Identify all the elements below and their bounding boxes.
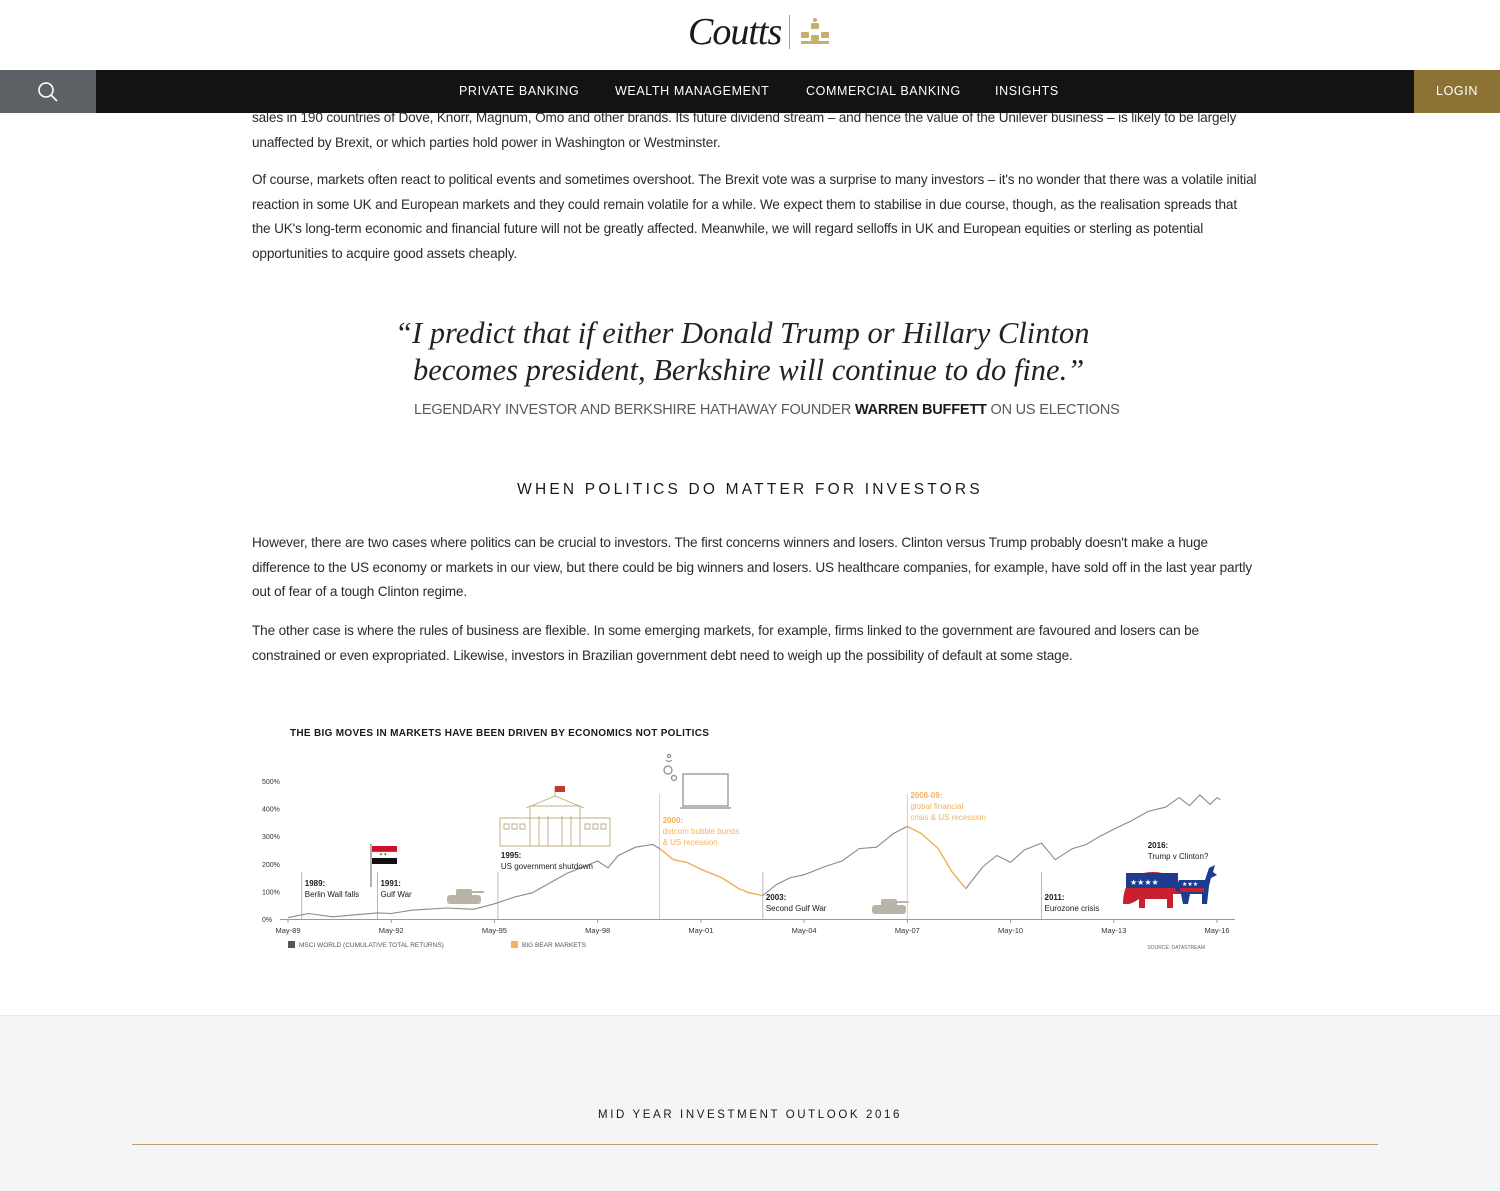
annotation-text: Eurozone crisis xyxy=(1044,904,1100,913)
login-button[interactable]: LOGIN xyxy=(1414,70,1500,113)
x-tick-label: May-98 xyxy=(585,926,611,935)
annotation-text: crisis & US recession xyxy=(910,813,986,822)
pull-quote xyxy=(395,315,1155,389)
footer-divider xyxy=(132,1144,1378,1145)
crowns-icon xyxy=(798,17,832,47)
annotation-title: 2008-09: xyxy=(910,791,943,800)
y-tick-label: 500% xyxy=(262,779,280,786)
nav-insights[interactable]: INSIGHTS xyxy=(995,84,1059,98)
svg-text:★★★★: ★★★★ xyxy=(1130,878,1159,887)
annotation-title: 1995: xyxy=(500,851,522,860)
market-chart xyxy=(250,722,1250,962)
annotation-text: Second Gulf War xyxy=(765,904,827,913)
msci-world-line xyxy=(288,795,1220,918)
y-tick-label: 300% xyxy=(262,834,280,842)
attribution-suffix: ON US ELECTIONS xyxy=(986,402,1120,418)
legend-swatch-msci xyxy=(288,941,295,948)
annotation-text: Berlin Wall falls xyxy=(304,890,360,899)
annotation-title: 2000: xyxy=(662,816,684,825)
footer xyxy=(0,1015,1500,1191)
logo-bar xyxy=(0,0,1500,70)
y-tick-label: 0% xyxy=(262,917,273,924)
article-paragraph: However, there are two cases where politics can be crucial to investors. The first concerns winners and losers. Clinton versus Trump probably doesn't make a huge difference to the US economy or markets in our view, but there could be big winners and losers. US healthcare companies, for example, have sold off in the last year partly out of fear of a tough Clinton regime. xyxy=(252,535,1252,599)
legend-label-bear: BIG BEAR MARKETS xyxy=(522,942,586,949)
republican-elephant-icon xyxy=(1123,872,1181,908)
attribution-prefix: LEGENDARY INVESTOR AND BERKSHIRE HATHAWAY FOUNDER xyxy=(414,402,855,418)
logo-wordmark: Coutts xyxy=(688,11,782,53)
svg-text:✦✦: ✦✦ xyxy=(379,852,388,858)
section-heading: WHEN POLITICS DO MATTER FOR INVESTORS xyxy=(517,481,983,498)
x-tick-label: May-89 xyxy=(275,926,301,935)
svg-text:★★★: ★★★ xyxy=(1182,881,1199,888)
article-paragraph: Of course, markets often react to political events and sometimes overshoot. The Brexit vote was a surprise to many investors – it's no wonder that there was a volatile initial reaction in some UK and European markets and they could remain volatile for a while. We expect them to stabilise in due course, though, as the realisation spreads that the UK's long-term economic and financial future will not be greatly affected. Meanwhile, we will regard selloffs in UK and European equities or sterling as potential opportunities to acquire good assets cheaply. xyxy=(252,172,1257,261)
annotation-text: Trump v Clinton? xyxy=(1147,852,1209,861)
annotation-title: 1989: xyxy=(304,879,326,888)
tank-icon xyxy=(872,899,909,914)
y-tick-label: 100% xyxy=(262,889,280,897)
annotation-title: 2003: xyxy=(765,893,787,902)
logo-divider xyxy=(789,15,790,49)
annotation-text: global financial xyxy=(910,802,964,811)
us-flag-icon xyxy=(555,786,565,792)
bear-market-segment xyxy=(660,849,763,896)
nav-private-banking[interactable]: PRIVATE BANKING xyxy=(459,84,580,98)
x-tick-label: May-01 xyxy=(688,926,714,935)
x-tick-label: May-92 xyxy=(378,926,404,935)
bear-market-segment xyxy=(907,827,966,889)
computer-monitor-icon xyxy=(664,754,731,808)
x-tick-label: May-04 xyxy=(791,926,817,935)
annotation-text: Gulf War xyxy=(380,890,412,899)
quote-line-1: “I predict that if either Donald Trump or Hillary Clinton xyxy=(395,316,1090,350)
annotation-text: dotcom bubble bursts xyxy=(662,827,740,836)
attribution-name: WARREN BUFFETT xyxy=(854,402,987,418)
x-tick-label: May-95 xyxy=(481,926,507,935)
annotation-title: 2011: xyxy=(1044,893,1065,902)
article-paragraph: The other case is where the rules of business are flexible. In some emerging markets, for example, firms linked to the government are favoured and losers can be constrained or even expropriated. Likewise, investors in Brazilian government debt need to weigh up the possibility of default at some stage. xyxy=(252,623,1199,663)
annotation-text: US government shutdown xyxy=(500,862,593,871)
x-tick-label: May-10 xyxy=(998,926,1024,935)
y-tick-label: 200% xyxy=(262,861,280,869)
legend-label-msci: MSCI WORLD (CUMULATIVE TOTAL RETURNS) xyxy=(299,942,444,949)
annotation-title: 2016: xyxy=(1147,841,1169,850)
x-tick-label: May-07 xyxy=(894,926,920,935)
democrat-donkey-icon xyxy=(1175,865,1217,904)
y-tick-label: 400% xyxy=(262,806,280,814)
footer-title[interactable]: MID YEAR INVESTMENT OUTLOOK 2016 xyxy=(598,1109,902,1121)
tank-icon xyxy=(447,889,484,904)
nav-commercial-banking[interactable]: COMMERCIAL BANKING xyxy=(806,84,961,98)
article-paragraph: sales in 190 countries of Dove, Knorr, Magnum, Omo and other brands. Its future dividend stream – and hence the value of the Unilever business – is likely to be largely unaffected by Brexit, or which parties hold power in Washington or Westminster. xyxy=(252,110,1237,150)
x-tick-label: May-16 xyxy=(1204,926,1230,935)
chart-source: SOURCE: DATASTREAM xyxy=(1147,945,1205,951)
annotation-text: & US recession xyxy=(662,838,718,847)
chart-svg xyxy=(250,722,1250,962)
legend-swatch-bear xyxy=(511,941,518,948)
annotation-title: 1991: xyxy=(380,879,401,888)
chart-title: THE BIG MOVES IN MARKETS HAVE BEEN DRIVEN BY ECONOMICS NOT POLITICS xyxy=(290,728,710,739)
nav-wealth-management[interactable]: WEALTH MANAGEMENT xyxy=(615,84,770,98)
white-house-icon xyxy=(500,786,610,846)
coutts-logo[interactable] xyxy=(688,10,832,54)
quote-attribution xyxy=(414,402,1120,418)
quote-line-2: becomes president, Berkshire will continue to do fine.” xyxy=(413,353,1085,387)
x-tick-label: May-13 xyxy=(1101,926,1127,935)
